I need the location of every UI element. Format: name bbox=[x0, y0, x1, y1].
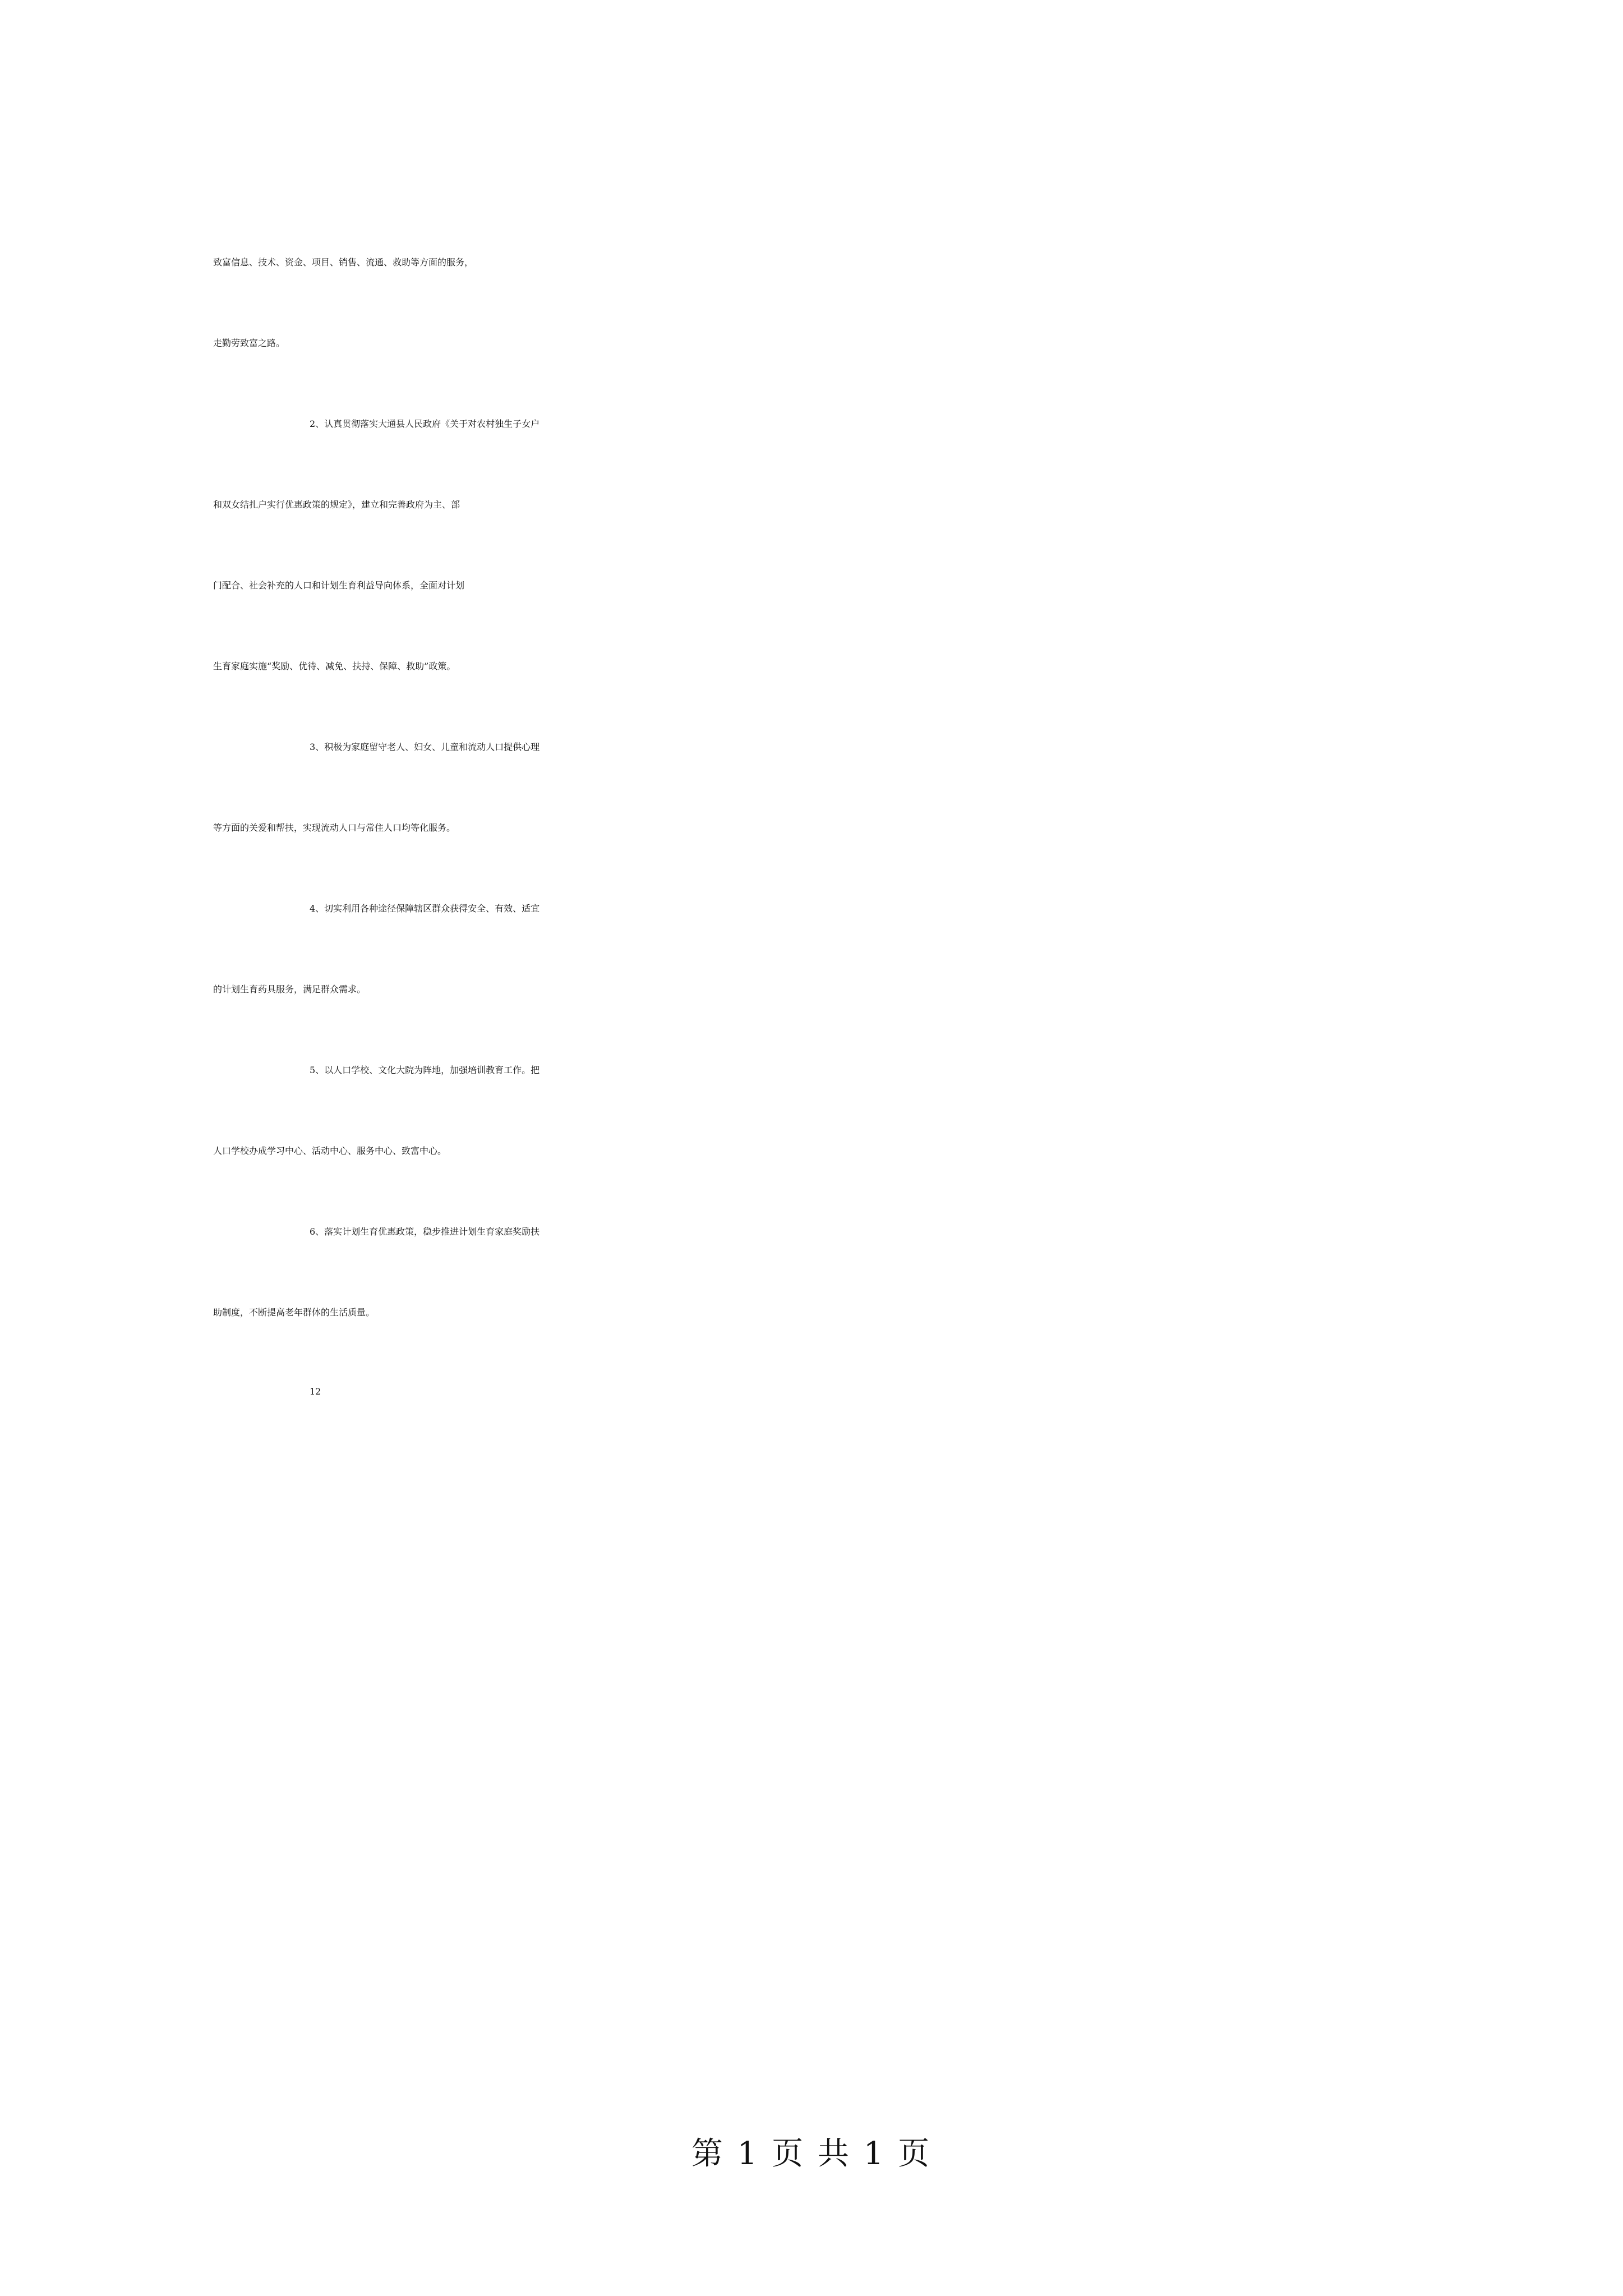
text-line: 2、认真贯彻落实大通县人民政府《关于对农村独生子女户 bbox=[310, 418, 540, 429]
text-line: 门配合、社会补充的人口和计划生育利益导向体系，全面对计划 bbox=[213, 580, 465, 591]
page-number-label: 第 1 页 共 1 页 bbox=[691, 2136, 932, 2172]
text-line: 6、落实计划生育优惠政策，稳步推进计划生育家庭奖励扶 bbox=[310, 1226, 540, 1237]
text-line: 4、切实利用各种途径保障辖区群众获得安全、有效、适宜 bbox=[310, 903, 540, 914]
document-body bbox=[213, 255, 1453, 1467]
text-line: 人口学校办成学习中心、活动中心、服务中心、致富中心。 bbox=[213, 1145, 447, 1156]
text-line: 等方面的关爱和帮扶，实现流动人口与常住人口均等化服务。 bbox=[213, 822, 456, 833]
text-line: 12 bbox=[310, 1386, 321, 1397]
text-line: 的计划生育药具服务，满足群众需求。 bbox=[213, 984, 366, 995]
text-line: 和双女结扎户实行优惠政策的规定》，建立和完善政府为主、部 bbox=[213, 499, 460, 510]
text-line: 3、积极为家庭留守老人、妇女、儿童和流动人口提供心理 bbox=[310, 742, 540, 752]
text-line: 走勤劳致富之路。 bbox=[213, 338, 285, 348]
text-line: 助制度，不断提高老年群体的生活质量。 bbox=[213, 1307, 375, 1318]
text-line: 生育家庭实施“奖励、优待、减免、扶持、保障、救助”政策。 bbox=[213, 661, 456, 671]
text-line: 5、以人口学校、文化大院为阵地，加强培训教育工作。把 bbox=[310, 1065, 540, 1075]
page-footer bbox=[0, 2129, 1623, 2174]
text-line: 致富信息、技术、资金、项目、销售、流通、救助等方面的服务， bbox=[213, 257, 474, 268]
